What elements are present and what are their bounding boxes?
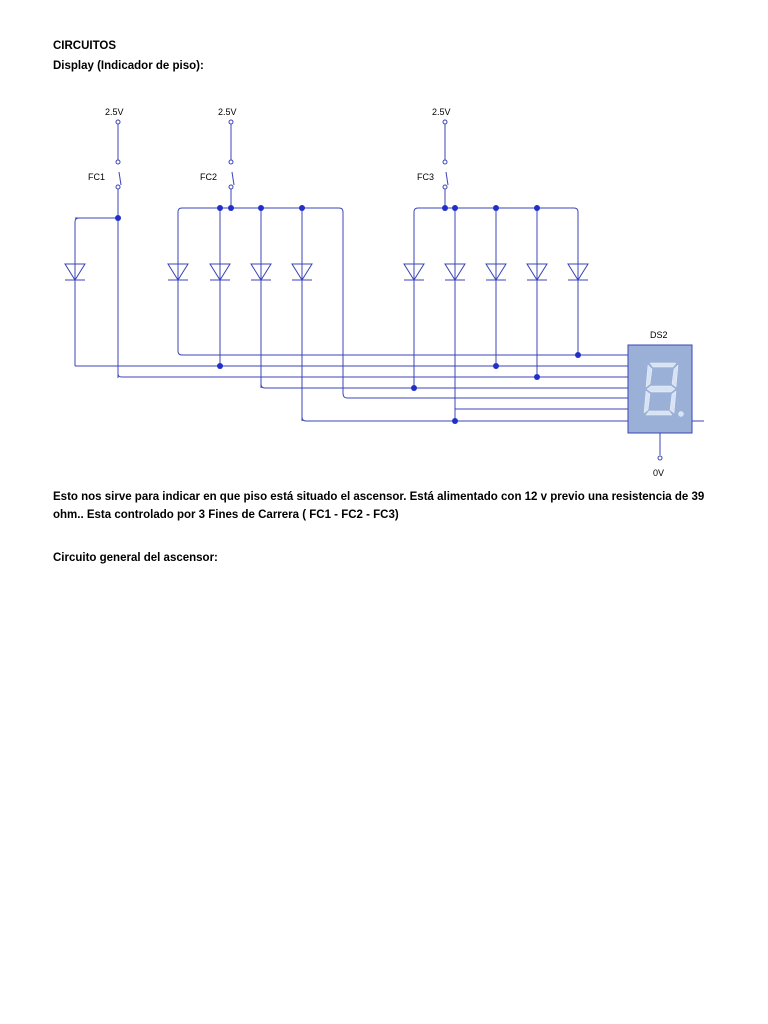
circuit-schematic (0, 0, 768, 490)
diode-array (65, 264, 588, 280)
switch-label-fc1: FC1 (88, 172, 106, 182)
junction-dots (115, 205, 581, 424)
switch-fc3 (443, 120, 448, 208)
doc-paragraph: Esto nos sirve para indicar en que piso está situado el ascensor. Está alimentado con 12 v previo una resistencia de 39 ohm.. Esta controlado por 3 Fines de Carrera ( FC1 - FC2 - FC3) (53, 491, 705, 521)
seven-segment-display (628, 345, 692, 433)
supply-label-1: 2.5V (105, 107, 124, 117)
supply-label-2: 2.5V (218, 107, 237, 117)
switch-label-fc3: FC3 (417, 172, 435, 182)
switch-label-fc2: FC2 (200, 172, 218, 182)
display-label: DS2 (650, 330, 668, 340)
doc-subheading: Display (Indicador de piso): (53, 60, 204, 72)
ground-label: 0V (653, 468, 665, 478)
switch-fc2 (229, 120, 234, 208)
doc-heading: CIRCUITOS (53, 40, 117, 52)
doc-section-general: Circuito general del ascensor: (53, 552, 218, 564)
switch-fc1 (75, 120, 121, 378)
supply-label-3: 2.5V (432, 107, 451, 117)
